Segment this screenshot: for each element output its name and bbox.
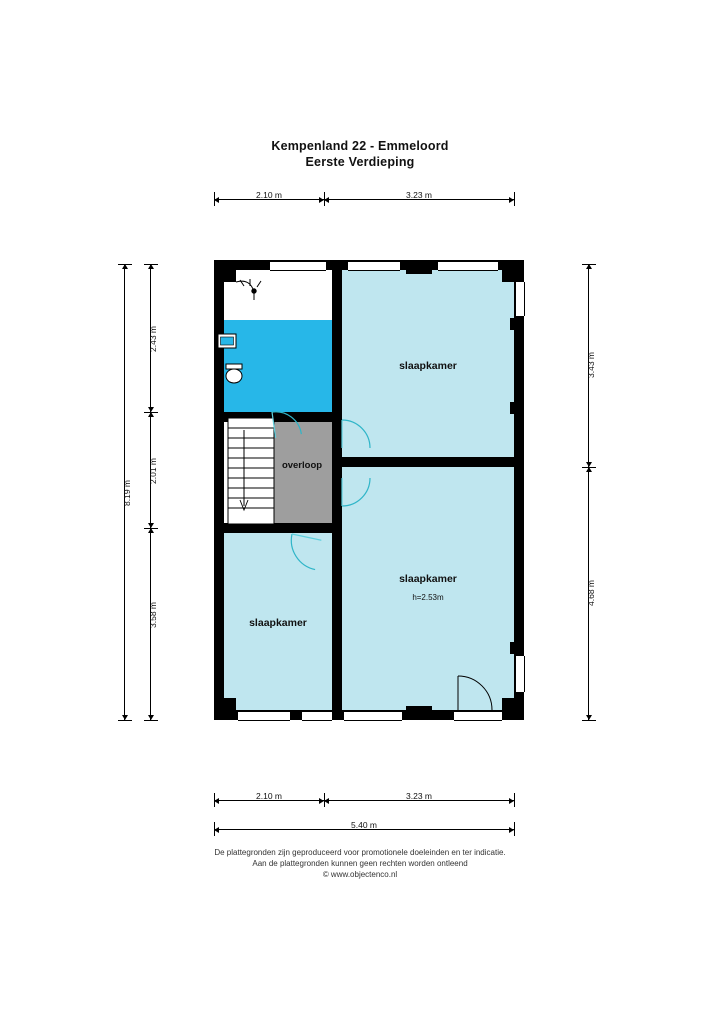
dim-right-1: 3.43 m: [586, 352, 596, 378]
door-swing-bathroom: [272, 408, 301, 437]
room-label-hall: overloop: [281, 460, 323, 471]
room-label-bedroom-top-right: slaapkamer: [399, 360, 457, 372]
door-swing-hall-to-bedroom-top: [342, 420, 370, 448]
page-title: Kempenland 22 - Emmeloord: [271, 139, 449, 153]
dim-right-2: 4.68 m: [586, 580, 596, 606]
footer-copyright: © www.objectenco.nl: [322, 870, 398, 879]
dim-tick: [144, 264, 158, 265]
dim-tick: [214, 192, 215, 206]
dim-tick: [214, 793, 215, 807]
dim-arrow: [324, 798, 329, 804]
dim-arrow: [148, 528, 154, 533]
dim-tick: [514, 793, 515, 807]
dim-tick: [118, 720, 132, 721]
staircase-icon: [228, 418, 274, 524]
toilet-icon: [226, 364, 242, 383]
dim-top-2: 3.23 m: [406, 190, 432, 200]
footer-disclaimer-line1: De plattegronden zijn geproduceerd voor promotionele doeleinden en ter indicatie.: [214, 848, 506, 857]
shower-fixture-icon: [236, 279, 261, 300]
dim-top-1: 2.10 m: [256, 190, 282, 200]
dim-tick: [582, 264, 596, 265]
door-swing-bottom-right: [458, 676, 492, 710]
dim-tick: [214, 822, 215, 836]
dim-tick: [118, 264, 132, 265]
page-subtitle: Eerste Verdieping: [305, 155, 415, 169]
dim-left-3: 3.58 m: [148, 602, 158, 628]
room-label-bedroom-bottom-left: slaapkamer: [249, 617, 307, 629]
room-note-bedroom-bottom-right: h=2.53m: [412, 593, 444, 602]
footer-disclaimer-line2: Aan de plattegronden kunnen geen rechten worden ontleend: [252, 859, 468, 868]
dim-left-1: 2.43 m: [148, 326, 158, 352]
room-label-bedroom-bottom-right: slaapkamer: [399, 573, 457, 585]
dim-arrow: [148, 412, 154, 417]
dim-tick: [514, 192, 515, 206]
dim-tick: [514, 822, 515, 836]
dim-bottom-total: 5.40 m: [351, 820, 377, 830]
dim-arrow: [586, 467, 592, 472]
bathtub-icon: [218, 334, 236, 348]
dim-bottom-1: 2.10 m: [256, 791, 282, 801]
dim-tick: [582, 720, 596, 721]
door-swing-hall-to-bedroom-left: [286, 534, 322, 570]
dim-left-2: 2.01 m: [148, 458, 158, 484]
fixtures-layer: [214, 260, 524, 720]
door-swing-hall-to-bedroom-bottom: [342, 478, 370, 506]
dim-tick: [144, 720, 158, 721]
floorplan-drawing: [214, 260, 524, 741]
dim-arrow: [324, 197, 329, 203]
dim-left-outer: 8.19 m: [122, 480, 132, 506]
dim-bottom-2: 3.23 m: [406, 791, 432, 801]
